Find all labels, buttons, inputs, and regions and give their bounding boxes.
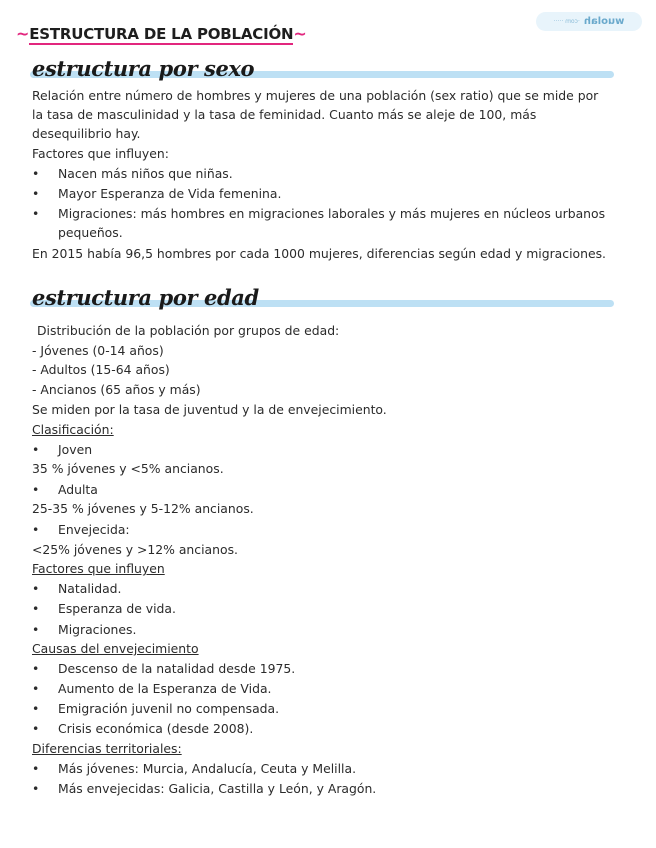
causas-label: Causas del envejecimiento <box>32 641 199 656</box>
clasificacion-label: Clasificación: <box>32 422 114 437</box>
bullet-dot: • <box>32 622 40 637</box>
bullet-dot: • <box>32 581 40 596</box>
watermark-brand: wuolah <box>583 16 625 27</box>
list-item <box>32 184 281 203</box>
list-item-text: Esperanza de vida. <box>58 601 176 616</box>
list-item <box>32 599 176 618</box>
list-item-text: Aumento de la Esperanza de Vida. <box>58 681 272 696</box>
list-item-text: Joven <box>58 442 93 457</box>
tasas-line: Se miden por la tasa de juventud y la de envejecimiento. <box>32 402 387 417</box>
bullet-dot: • <box>32 661 40 676</box>
list-item <box>32 659 295 678</box>
list-item <box>32 699 279 718</box>
list-item <box>32 779 376 798</box>
page-title-text: ESTRUCTURA DE LA POBLACIÓN <box>29 25 294 43</box>
list-item-text: Crisis económica (desde 2008). <box>58 721 254 736</box>
list-item-text: Más envejecidas: Galicia, Castilla y León, y Aragón. <box>58 781 377 796</box>
list-item-text: Descenso de la natalidad desde 1975. <box>58 661 296 676</box>
bullet-dot: • <box>32 721 40 736</box>
grupo-line: - Jóvenes (0-14 años) <box>32 343 164 358</box>
bullet-dot: • <box>32 186 40 201</box>
list-item <box>32 204 605 223</box>
paragraph-line: desequilibrio hay. <box>32 126 141 141</box>
bullet-dot: • <box>32 701 40 716</box>
watermark-logo <box>536 12 642 31</box>
bullet-dot: • <box>32 781 40 796</box>
dato-line: En 2015 había 96,5 hombres por cada 1000 mujeres, diferencias según edad y migraciones. <box>32 246 606 261</box>
bullet-dot: • <box>32 166 40 181</box>
clasificacion-desc: 35 % jóvenes y <5% ancianos. <box>32 461 224 476</box>
watermark-subtext: ·com ····· <box>553 18 580 25</box>
list-item <box>32 679 271 698</box>
section-heading-edad <box>26 285 614 313</box>
grupo-line: - Adultos (15-64 años) <box>32 362 170 377</box>
bullet-dot: • <box>32 442 40 457</box>
list-item <box>32 620 136 639</box>
list-item <box>32 520 130 539</box>
grupo-line: - Ancianos (65 años y más) <box>32 382 201 397</box>
bullet-dot: • <box>32 482 40 497</box>
list-item <box>32 719 253 738</box>
list-item <box>32 440 92 459</box>
list-item-text: Más jóvenes: Murcia, Andalucía, Ceuta y Melilla. <box>58 761 357 776</box>
bullet-dot: • <box>32 601 40 616</box>
list-item <box>32 759 356 778</box>
list-item <box>32 480 98 499</box>
section-heading-sexo <box>26 56 614 84</box>
page-title <box>16 24 307 44</box>
paragraph-line: la tasa de masculinidad y la tasa de feminidad. Cuanto más se aleje de 100, más <box>32 107 537 122</box>
heading-text: estructura por edad <box>32 285 259 310</box>
bullet-dot: • <box>32 206 40 221</box>
list-item <box>32 579 121 598</box>
title-tilde-left: ~ <box>16 24 30 43</box>
list-item-continuation: pequeños. <box>58 225 123 240</box>
clasificacion-desc: 25-35 % jóvenes y 5-12% ancianos. <box>32 501 254 516</box>
list-item-text: Mayor Esperanza de Vida femenina. <box>58 186 282 201</box>
clasificacion-desc: <25% jóvenes y >12% ancianos. <box>32 542 238 557</box>
intro-line: Distribución de la población por grupos de edad: <box>37 323 340 338</box>
list-item-text: Migraciones: más hombres en migraciones laborales y más mujeres en núcleos urbanos <box>58 206 606 221</box>
bullet-dot: • <box>32 681 40 696</box>
bullet-dot: • <box>32 761 40 776</box>
heading-text: estructura por sexo <box>32 56 255 81</box>
bullet-dot: • <box>32 522 40 537</box>
list-item-text: Migraciones. <box>58 622 137 637</box>
paragraph-line: Relación entre número de hombres y mujeres de una población (sex ratio) que se mide por <box>32 88 599 103</box>
list-item-text: Natalidad. <box>58 581 122 596</box>
list-item <box>32 164 233 183</box>
list-item-text: Nacen más niños que niñas. <box>58 166 233 181</box>
list-item-text: Emigración juvenil no compensada. <box>58 701 280 716</box>
factores-label: Factores que influyen: <box>32 146 169 161</box>
list-item-text: Adulta <box>58 482 98 497</box>
diferencias-label: Diferencias territoriales: <box>32 741 182 756</box>
factores-edad-label: Factores que influyen <box>32 561 165 576</box>
title-tilde-right: ~ <box>293 24 307 43</box>
list-item-text: Envejecida: <box>58 522 130 537</box>
